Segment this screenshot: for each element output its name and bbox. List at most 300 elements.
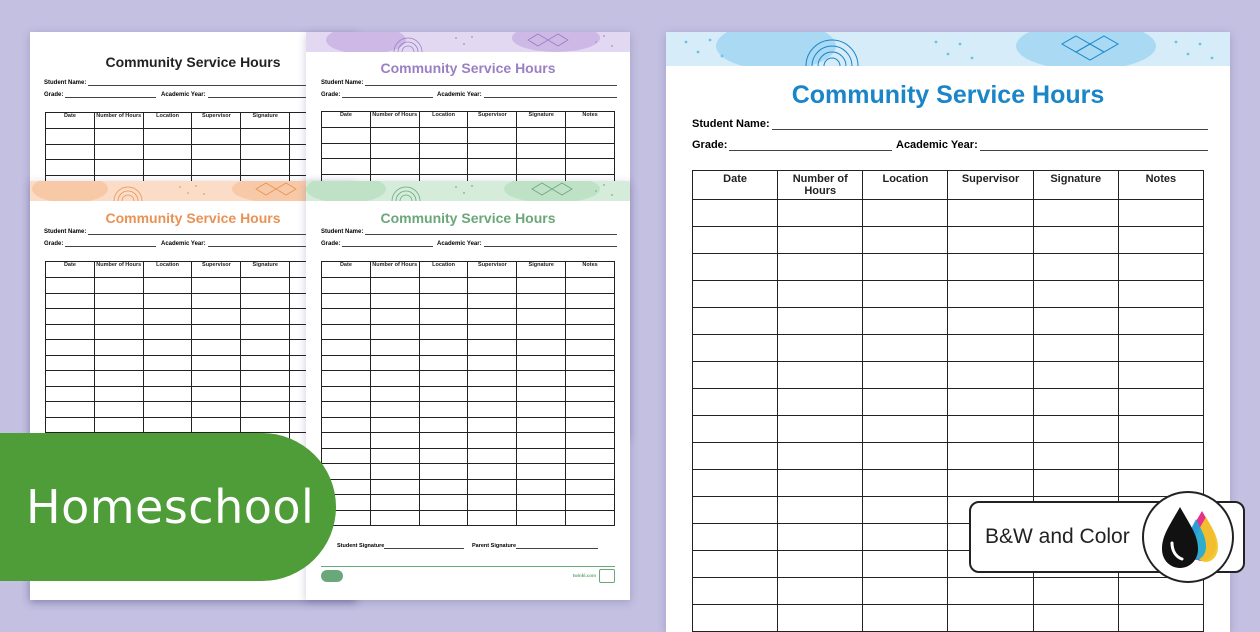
homeschool-label: Homeschool (26, 480, 315, 534)
table-cell (1033, 578, 1118, 605)
table-cell (863, 497, 948, 524)
grade-field: Grade: (44, 241, 156, 247)
table-cell (143, 417, 192, 433)
table-cell (46, 324, 95, 340)
col-signature: Signature (241, 262, 290, 278)
table-cell (419, 309, 468, 325)
table-cell (468, 128, 517, 144)
table-cell (517, 495, 566, 511)
col-supervisor: Supervisor (948, 171, 1033, 200)
col-signature: Signature (241, 113, 290, 129)
table-cell (94, 309, 143, 325)
table-cell (1033, 470, 1118, 497)
table-cell (94, 417, 143, 433)
table-cell (46, 144, 95, 160)
table-row (322, 464, 615, 480)
table-cell (517, 433, 566, 449)
table-row (322, 479, 615, 495)
table-cell (143, 144, 192, 160)
table-cell (863, 335, 948, 362)
col-date: Date (46, 262, 95, 278)
table-cell (778, 578, 863, 605)
table-cell (566, 402, 615, 418)
table-cell (1118, 362, 1203, 389)
table-cell (693, 416, 778, 443)
table-cell (241, 144, 290, 160)
table-cell (322, 433, 371, 449)
table-cell (468, 495, 517, 511)
table-cell (948, 254, 1033, 281)
table-cell (143, 293, 192, 309)
col-supervisor: Supervisor (192, 262, 241, 278)
table-row (322, 340, 615, 356)
table-cell (192, 355, 241, 371)
table-cell (370, 293, 419, 309)
table-cell (948, 389, 1033, 416)
table-row (322, 143, 615, 159)
table-cell (370, 479, 419, 495)
table-cell (241, 355, 290, 371)
table-cell (322, 159, 371, 175)
table-cell (419, 479, 468, 495)
table-row (693, 335, 1204, 362)
table-row (693, 281, 1204, 308)
table-row (693, 416, 1204, 443)
table-row (322, 159, 615, 175)
grade-field: Grade: (321, 241, 433, 247)
table-row (46, 278, 339, 294)
table-row (322, 371, 615, 387)
table-cell (693, 281, 778, 308)
table-cell (370, 386, 419, 402)
table-row (693, 227, 1204, 254)
table-cell (94, 340, 143, 356)
table-cell (566, 355, 615, 371)
table-cell (94, 371, 143, 387)
table-cell (94, 278, 143, 294)
table-cell (419, 143, 468, 159)
col-date: Date (693, 171, 778, 200)
table-cell (693, 200, 778, 227)
table-cell (322, 340, 371, 356)
table-cell (778, 443, 863, 470)
table-row (322, 417, 615, 433)
table-cell (322, 386, 371, 402)
table-cell (778, 497, 863, 524)
student-name-field: Student Name: (321, 229, 617, 235)
table-cell (322, 402, 371, 418)
table-cell (1033, 308, 1118, 335)
table-cell (1033, 605, 1118, 632)
table-cell (693, 551, 778, 578)
table-cell (192, 129, 241, 145)
hours-table (321, 261, 615, 526)
table-cell (241, 340, 290, 356)
worksheet-title: Community Service Hours (380, 60, 556, 76)
table-cell (143, 129, 192, 145)
table-row (46, 293, 339, 309)
table-cell (863, 443, 948, 470)
table-cell (566, 309, 615, 325)
table-cell (46, 355, 95, 371)
table-cell (143, 340, 192, 356)
table-row (46, 129, 339, 145)
table-cell (778, 281, 863, 308)
table-cell (94, 160, 143, 176)
col-supervisor: Supervisor (468, 262, 517, 278)
table-row (322, 433, 615, 449)
table-cell (948, 308, 1033, 335)
table-cell (693, 308, 778, 335)
grade-field: Grade: (692, 139, 892, 151)
table-row (322, 495, 615, 511)
table-cell (566, 433, 615, 449)
table-cell (143, 324, 192, 340)
table-cell (419, 355, 468, 371)
table-cell (517, 309, 566, 325)
table-row (693, 200, 1204, 227)
table-cell (566, 128, 615, 144)
table-cell (566, 495, 615, 511)
table-cell (322, 128, 371, 144)
table-cell (863, 524, 948, 551)
table-cell (468, 433, 517, 449)
col-supervisor: Supervisor (468, 112, 517, 128)
table-cell (370, 340, 419, 356)
col-notes: Notes (1118, 171, 1203, 200)
table-cell (46, 371, 95, 387)
worksheet-title: Community Service Hours (791, 81, 1105, 109)
table-cell (241, 402, 290, 418)
table-cell (370, 510, 419, 526)
table-cell (192, 340, 241, 356)
student-signature-field: Student Signature (337, 543, 464, 549)
col-location: Location (143, 262, 192, 278)
table-cell (241, 293, 290, 309)
table-cell (1118, 416, 1203, 443)
table-cell (419, 128, 468, 144)
table-cell (370, 448, 419, 464)
table-cell (1118, 308, 1203, 335)
table-cell (517, 355, 566, 371)
table-cell (778, 416, 863, 443)
table-cell (322, 355, 371, 371)
table-cell (370, 355, 419, 371)
table-cell (370, 495, 419, 511)
table-cell (94, 386, 143, 402)
table-cell (1118, 443, 1203, 470)
table-cell (46, 293, 95, 309)
table-row (46, 324, 339, 340)
col-hours: Number of Hours (778, 171, 863, 200)
table-cell (419, 510, 468, 526)
table-cell (778, 524, 863, 551)
table-cell (46, 278, 95, 294)
table-cell (863, 551, 948, 578)
table-cell (517, 278, 566, 294)
table-cell (517, 386, 566, 402)
student-name-field: Student Name: (44, 80, 342, 86)
table-row (46, 402, 339, 418)
table-cell (1033, 335, 1118, 362)
student-name-field: Student Name: (321, 80, 617, 86)
table-cell (468, 143, 517, 159)
table-cell (192, 278, 241, 294)
table-cell (1118, 281, 1203, 308)
table-row (46, 340, 339, 356)
table-cell (948, 605, 1033, 632)
table-row (322, 448, 615, 464)
col-date: Date (46, 113, 95, 129)
table-cell (778, 389, 863, 416)
table-cell (778, 335, 863, 362)
student-name-field: Student Name: (44, 229, 342, 235)
table-cell (370, 417, 419, 433)
table-cell (468, 417, 517, 433)
table-row (322, 278, 615, 294)
table-cell (948, 578, 1033, 605)
table-cell (1033, 254, 1118, 281)
table-cell (566, 386, 615, 402)
table-cell (419, 324, 468, 340)
col-notes: Notes (566, 112, 615, 128)
table-cell (192, 417, 241, 433)
table-cell (863, 200, 948, 227)
table-cell (778, 470, 863, 497)
table-cell (948, 362, 1033, 389)
table-cell (566, 510, 615, 526)
table-row (46, 355, 339, 371)
table-row (46, 371, 339, 387)
footer-rule (321, 566, 615, 567)
table-cell (143, 309, 192, 325)
table-cell (468, 386, 517, 402)
table-cell (370, 402, 419, 418)
table-cell (419, 433, 468, 449)
table-cell (566, 278, 615, 294)
table-cell (241, 129, 290, 145)
col-date: Date (322, 262, 371, 278)
table-cell (192, 144, 241, 160)
col-hours: Number of Hours (94, 262, 143, 278)
table-cell (94, 355, 143, 371)
academic-year-field: Academic Year: (437, 92, 617, 98)
col-location: Location (419, 262, 468, 278)
table-row (693, 362, 1204, 389)
table-cell (322, 371, 371, 387)
col-hours: Number of Hours (370, 112, 419, 128)
table-cell (370, 371, 419, 387)
table-row (322, 510, 615, 526)
table-cell (46, 129, 95, 145)
table-row (693, 470, 1204, 497)
table-cell (566, 479, 615, 495)
table-cell (468, 278, 517, 294)
table-row (693, 605, 1204, 632)
table-cell (693, 335, 778, 362)
table-cell (468, 479, 517, 495)
table-row (46, 160, 339, 176)
table-cell (693, 470, 778, 497)
table-cell (143, 355, 192, 371)
table-cell (192, 371, 241, 387)
table-cell (863, 416, 948, 443)
table-cell (1033, 443, 1118, 470)
table-cell (468, 448, 517, 464)
table-cell (566, 293, 615, 309)
table-cell (778, 551, 863, 578)
table-cell (241, 386, 290, 402)
table-row (322, 293, 615, 309)
table-row (693, 443, 1204, 470)
table-cell (419, 417, 468, 433)
col-hours: Number of Hours (370, 262, 419, 278)
table-cell (370, 143, 419, 159)
table-cell (778, 308, 863, 335)
table-cell (192, 324, 241, 340)
table-cell (46, 386, 95, 402)
table-cell (46, 417, 95, 433)
table-cell (517, 402, 566, 418)
table-cell (1118, 389, 1203, 416)
table-cell (863, 227, 948, 254)
table-row (693, 578, 1204, 605)
table-cell (693, 443, 778, 470)
table-cell (419, 371, 468, 387)
table-cell (566, 159, 615, 175)
table-cell (241, 371, 290, 387)
table-cell (948, 443, 1033, 470)
table-cell (419, 386, 468, 402)
table-cell (241, 417, 290, 433)
table-cell (94, 402, 143, 418)
table-row (46, 386, 339, 402)
table-cell (517, 479, 566, 495)
worksheet-title: Community Service Hours (105, 210, 281, 226)
table-cell (693, 362, 778, 389)
table-cell (1118, 200, 1203, 227)
table-cell (322, 417, 371, 433)
table-cell (693, 578, 778, 605)
table-cell (322, 324, 371, 340)
table-cell (693, 227, 778, 254)
table-cell (948, 227, 1033, 254)
student-name-field: Student Name: (692, 118, 1208, 130)
table-cell (1033, 200, 1118, 227)
table-cell (566, 448, 615, 464)
parent-signature-field: Parent Signature (472, 543, 598, 549)
table-cell (370, 433, 419, 449)
table-row (693, 254, 1204, 281)
table-cell (241, 309, 290, 325)
table-cell (517, 448, 566, 464)
table-cell (192, 402, 241, 418)
table-cell (693, 524, 778, 551)
table-cell (517, 324, 566, 340)
worksheet-green (306, 181, 630, 600)
col-signature: Signature (517, 262, 566, 278)
table-row (693, 308, 1204, 335)
table-cell (1033, 281, 1118, 308)
academic-year-field: Academic Year: (896, 139, 1208, 151)
table-cell (46, 340, 95, 356)
table-cell (517, 293, 566, 309)
table-row (46, 417, 339, 433)
table-row (322, 324, 615, 340)
table-cell (241, 160, 290, 176)
table-cell (863, 389, 948, 416)
badge-icon (599, 569, 615, 583)
table-cell (370, 309, 419, 325)
table-cell (468, 402, 517, 418)
table-cell (46, 309, 95, 325)
table-cell (143, 402, 192, 418)
table-cell (566, 340, 615, 356)
table-cell (241, 278, 290, 294)
grade-field: Grade: (44, 92, 156, 98)
table-row (46, 309, 339, 325)
col-location: Location (143, 113, 192, 129)
table-cell (778, 254, 863, 281)
col-hours: Number of Hours (94, 113, 143, 129)
table-cell (468, 464, 517, 480)
table-cell (863, 470, 948, 497)
table-cell (468, 355, 517, 371)
table-cell (863, 605, 948, 632)
table-cell (517, 464, 566, 480)
worksheet-title: Community Service Hours (380, 210, 556, 226)
table-cell (468, 324, 517, 340)
table-cell (370, 464, 419, 480)
table-cell (1033, 227, 1118, 254)
table-cell (693, 497, 778, 524)
table-cell (143, 371, 192, 387)
decorative-band (306, 181, 630, 201)
table-cell (948, 470, 1033, 497)
table-cell (778, 362, 863, 389)
table-row (322, 128, 615, 144)
table-cell (322, 143, 371, 159)
table-cell (468, 510, 517, 526)
table-cell (468, 371, 517, 387)
table-cell (566, 417, 615, 433)
table-row (693, 389, 1204, 416)
table-cell (693, 389, 778, 416)
decorative-band (306, 32, 630, 52)
table-cell (192, 309, 241, 325)
academic-year-field: Academic Year: (161, 92, 342, 98)
table-cell (778, 200, 863, 227)
table-cell (143, 278, 192, 294)
decorative-band (666, 32, 1230, 66)
badge-label: B&W and Color (985, 525, 1130, 548)
table-cell (517, 510, 566, 526)
table-cell (468, 293, 517, 309)
table-cell (419, 464, 468, 480)
academic-year-field: Academic Year: (161, 241, 342, 247)
table-cell (863, 578, 948, 605)
table-cell (419, 448, 468, 464)
table-cell (370, 128, 419, 144)
table-cell (517, 371, 566, 387)
table-cell (693, 605, 778, 632)
col-location: Location (863, 171, 948, 200)
table-cell (419, 278, 468, 294)
table-cell (370, 324, 419, 340)
table-cell (1118, 335, 1203, 362)
table-cell (94, 129, 143, 145)
table-cell (778, 227, 863, 254)
